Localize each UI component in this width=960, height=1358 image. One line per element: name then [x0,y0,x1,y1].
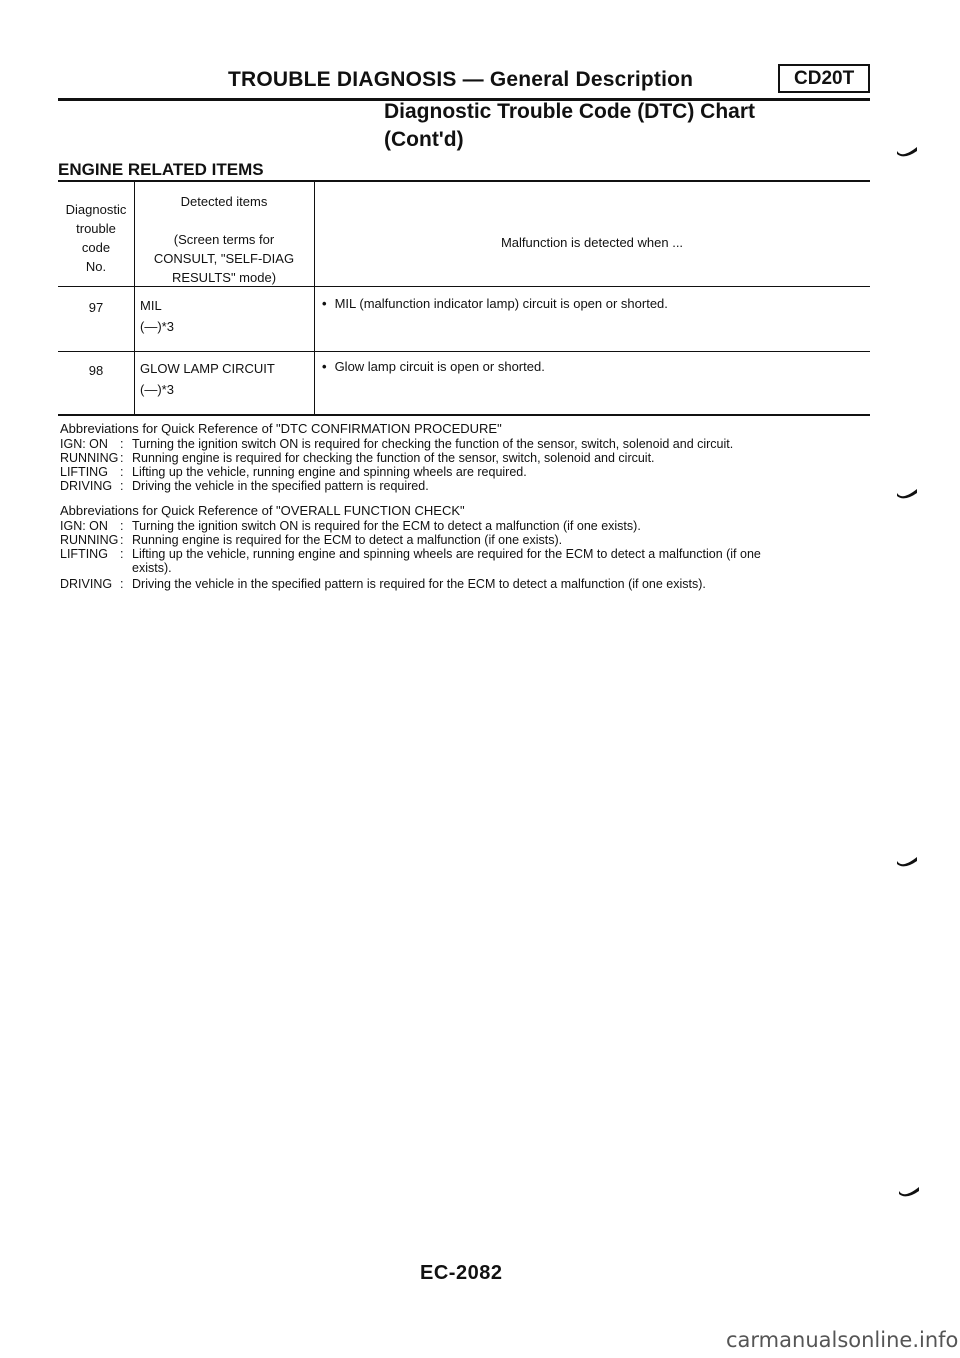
abbreviation-term: IGN: ON [60,519,108,533]
abbreviation-text: Driving the vehicle in the specified pattern is required. [132,479,429,493]
abbreviation-term: LIFTING [60,465,108,479]
header-code-line: trouble [76,221,116,236]
abbreviation-text: Running engine is required for checking the function of the sensor, switch, solenoid and circuit. [132,451,655,465]
abbreviation-sep: : [120,451,124,465]
abbreviation-entry [60,480,429,493]
page-number: EC-2082 [420,1262,503,1284]
abbreviation-text: Turning the ignition switch ON is required for checking the function of the sensor, switch, solenoid and circuit. [132,437,734,451]
site-watermark: carmanualsonline.info [726,1328,959,1352]
header-code-line: Diagnostic [65,202,127,217]
header-malfunction: Malfunction is detected when ... [500,235,684,250]
table-bottom-rule [58,414,870,416]
row-97-code: 97 [88,300,104,315]
abbreviation-text: Lifting up the vehicle, running engine and spinning wheels are required. [132,465,527,479]
abbreviation-term: RUNNING [60,533,119,547]
abbreviation-sep: : [120,577,124,591]
binding-tick-icon [896,146,918,160]
header-code [58,200,134,276]
chart-title-continued: (Cont'd) [384,128,464,151]
row-97-item-name: MIL [140,298,162,313]
row-98-malfunction-text: Glow lamp circuit is open or shorted. [334,359,545,374]
abbreviation-sep: : [120,519,124,533]
row-98-malfunction [322,356,862,377]
abbreviation-text: Driving the vehicle in the specified pattern is required for the ECM to detect a malfunction (if one exists). [132,577,706,591]
row-97-malfunction [322,293,862,314]
abbreviation-entry [60,438,733,451]
abbreviation-term: RUNNING [60,451,119,465]
abbreviation-sep: : [120,533,124,547]
row-97-item [140,295,312,337]
binding-tick-icon [898,1186,920,1200]
header-items-line: RESULTS" mode) [171,270,277,285]
row-97-malfunction-text: MIL (malfunction indicator lamp) circuit is open or shorted. [334,296,668,311]
header-items-line: (Screen terms for [173,232,275,247]
table-row-rule [58,351,870,352]
abbreviation-sep: : [120,465,124,479]
bullet-icon: • [322,296,327,311]
chart-title: Diagnostic Trouble Code (DTC) Chart [384,100,756,123]
header-items-line: CONSULT, "SELF-DIAG [153,251,295,266]
abbreviation-term: DRIVING [60,577,113,591]
page-header-title: TROUBLE DIAGNOSIS — General Description [228,68,694,91]
row-98-code: 98 [88,363,104,378]
abbreviation-entry [60,534,562,547]
abbreviation-term: IGN: ON [60,437,108,451]
abbreviation-entry [60,452,655,465]
binding-tick-icon [896,488,918,502]
abbreviation-entry [60,520,641,533]
bullet-icon: • [322,359,327,374]
section-title: ENGINE RELATED ITEMS [58,160,264,179]
abbreviation-term: LIFTING [60,547,108,561]
abbreviation-text: Running engine is required for the ECM to detect a malfunction (if one exists). [132,533,563,547]
row-97-item-note: (—)*3 [140,319,174,334]
header-code-line: No. [85,259,107,274]
abbreviation-sep: : [120,437,124,451]
header-detected-items [134,192,314,287]
abbreviation-entry [60,578,706,591]
abbreviation-text: Turning the ignition switch ON is required for the ECM to detect a malfunction (if one exists). [132,519,641,533]
row-98-item [140,358,312,400]
row-98-item-note: (—)*3 [140,382,174,397]
abbreviations-heading: Abbreviations for Quick Reference of "OVERALL FUNCTION CHECK" [60,503,465,518]
table-col-divider-2 [314,182,315,414]
header-items-line: Detected items [180,194,268,209]
binding-tick-icon [896,856,918,870]
abbreviation-term: DRIVING [60,479,113,493]
abbreviation-entry [60,548,761,561]
abbreviations-heading: Abbreviations for Quick Reference of "DTC CONFIRMATION PROCEDURE" [60,421,502,436]
abbreviation-continuation: exists). [132,561,172,575]
abbreviation-sep: : [120,547,124,561]
header-code-line: code [81,240,111,255]
abbreviation-sep: : [120,479,124,493]
abbreviation-entry [60,466,527,479]
abbreviation-text: Lifting up the vehicle, running engine and spinning wheels are required for the ECM to detect a malfunction (if one [132,547,761,561]
row-98-item-name: GLOW LAMP CIRCUIT [140,361,275,376]
table-top-rule [58,180,870,182]
header-items-spacer [134,211,314,230]
engine-model-badge: CD20T [778,64,870,93]
